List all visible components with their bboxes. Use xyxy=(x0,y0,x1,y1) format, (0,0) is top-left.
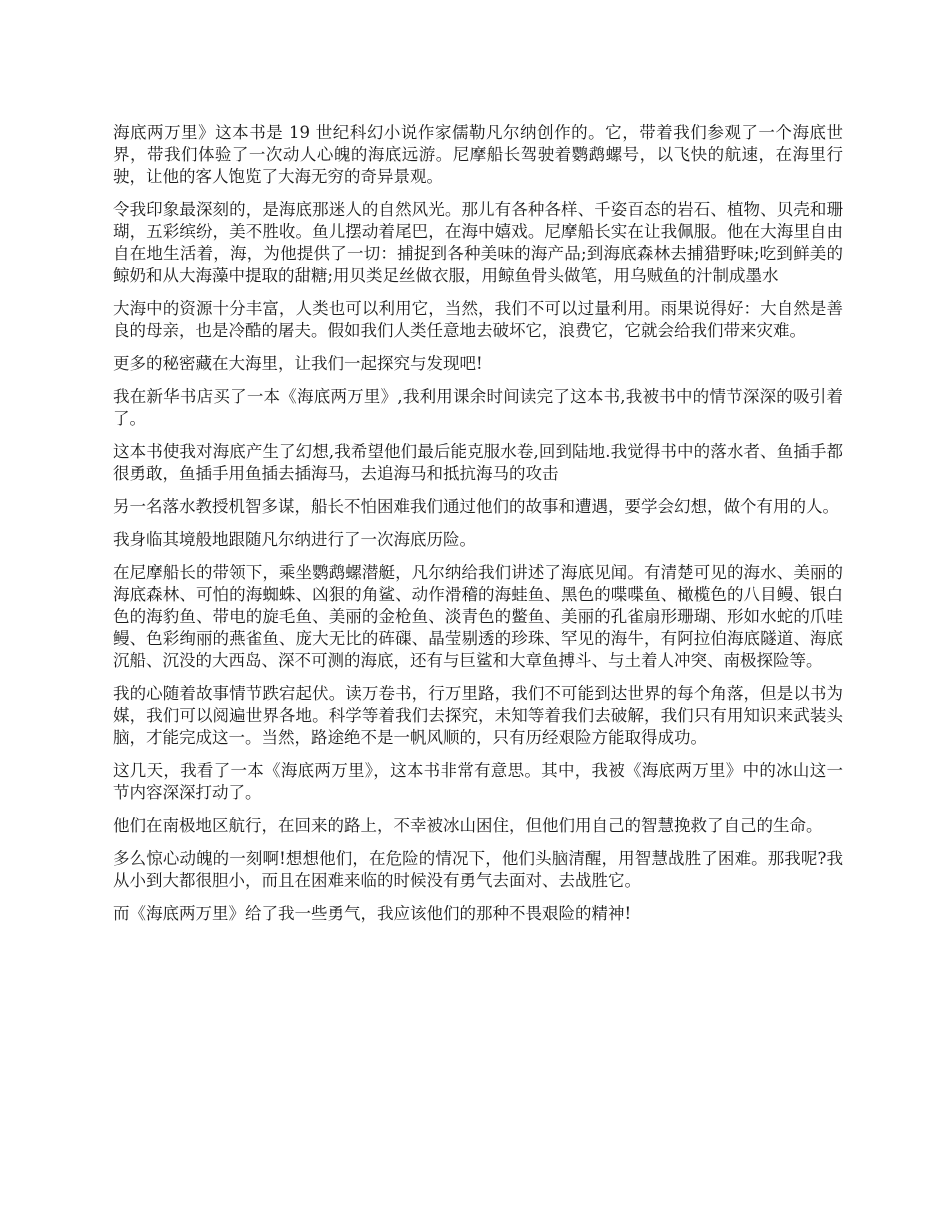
document-body xyxy=(113,122,843,936)
paragraph: 我的心随着故事情节跌宕起伏。读万卷书，行万里路，我们不可能到达世界的每个角落，但是以书为媒，我们可以阅遍世界各地。科学等着我们去探究，未知等着我们去破解，我们只有用知识来武装头脑，才能完成这一。当然，路途绝不是一帆风顺的，只有历经艰险方能取得成功。 xyxy=(113,684,843,747)
paragraph: 在尼摩船长的带领下，乘坐鹦鹉螺潜艇，凡尔纳给我们讲述了海底见闻。有清楚可见的海水、美丽的海底森林、可怕的海蜘蛛、凶狠的角鲨、动作滑稽的海蛙鱼、黑色的喋喋鱼、橄榄色的八目鳗、银白色的海豹鱼、带电的旋毛鱼、美丽的金枪鱼、淡青色的鳖鱼、美丽的孔雀扇形珊瑚、形如水蛇的爪哇鳗、色彩绚丽的燕雀鱼、庞大无比的砗磲、晶莹剔透的珍珠、罕见的海牛，有阿拉伯海底隧道、海底沉船、沉没的大西岛、深不可测的海底，还有与巨鲨和大章鱼搏斗、与土着人冲突、南极探险等。 xyxy=(113,563,843,670)
paragraph: 他们在南极地区航行，在回来的路上，不幸被冰山困住，但他们用自己的智慧挽救了自己的生命。 xyxy=(113,816,823,835)
paragraph: 我身临其境般地跟随凡尔纳进行了一次海底历险。 xyxy=(113,530,476,549)
paragraph: 海底两万里》这本书是 19 世纪科幻小说作家儒勒凡尔纳创作的。它，带着我们参观了一个海底世界，带我们体验了一次动人心魄的海底远游。尼摩船长驾驶着鹦鹉螺号，以飞快的航速，在海里行驶，让他的客人饱览了大海无穷的奇异景观。 xyxy=(113,123,843,186)
paragraph: 多么惊心动魄的一刻啊!想想他们，在危险的情况下，他们头脑清醒，用智慧战胜了困难。那我呢?我从小到大都很胆小，而且在困难来临的时候没有勇气去面对、去战胜它。 xyxy=(113,849,843,890)
paragraph: 更多的秘密藏在大海里，让我们一起探究与发现吧! xyxy=(113,354,483,373)
paragraph: 大海中的资源十分丰富，人类也可以利用它，当然，我们不可以过量利用。雨果说得好：大自然是善良的母亲，也是冷酷的屠夫。假如我们人类任意地去破坏它，浪费它，它就会给我们带来灾难。 xyxy=(113,299,843,340)
paragraph: 另一名落水教授机智多谋，船长不怕困难我们通过他们的故事和遭遇，要学会幻想，做个有用的人。 xyxy=(113,497,839,516)
paragraph: 这几天，我看了一本《海底两万里》，这本书非常有意思。其中，我被《海底两万里》中的冰山这一节内容深深打动了。 xyxy=(113,761,843,802)
paragraph: 而《海底两万里》给了我一些勇气，我应该他们的那种不畏艰险的精神! xyxy=(113,904,632,923)
paragraph: 令我印象最深刻的，是海底那迷人的自然风光。那儿有各种各样、千姿百态的岩石、植物、贝壳和珊瑚，五彩缤纷，美不胜收。鱼儿摆动着尾巴，在海中嬉戏。尼摩船长实在让我佩服。他在大海里自由自在地生活着，海，为他提供了一切：捕捉到各种美味的海产品;到海底森林去捕猎野味;吃到鲜美的鲸奶和从大海藻中提取的甜糖;用贝类足丝做衣服，用鲸鱼骨头做笔，用乌贼鱼的汁制成墨水 xyxy=(113,200,843,285)
paragraph: 这本书使我对海底产生了幻想,我希望他们最后能克服水卷,回到陆地.我觉得书中的落水者、鱼插手都很勇敢，鱼插手用鱼插去插海马，去追海马和抵抗海马的攻击 xyxy=(113,442,843,483)
paragraph: 我在新华书店买了一本《海底两万里》,我利用课余时间读完了这本书,我被书中的情节深深的吸引着了。 xyxy=(113,387,843,428)
